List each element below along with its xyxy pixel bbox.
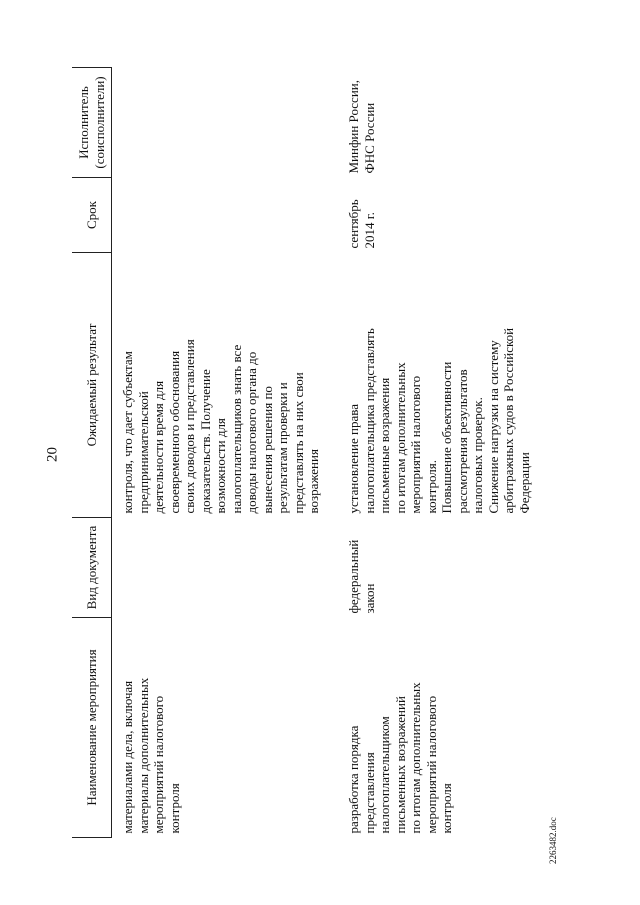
cell-executor	[112, 68, 335, 178]
cell-text: материалами дела, включая материалы дополнительных мероприятий налогового контроля	[120, 677, 182, 834]
table-row	[112, 68, 335, 838]
cell-executor	[334, 68, 536, 178]
cell-expected-result	[112, 253, 335, 518]
cell-text: разработка порядка представления налогоплательщиком письменных возражений по итогам дополнительных мероприятий налогового контроля	[346, 682, 454, 834]
cell-text: Минфин России, ФНС России	[346, 80, 377, 174]
header-document-type: Вид документа	[72, 518, 112, 618]
cell-measure-name	[112, 618, 335, 838]
table-header-row	[72, 68, 112, 838]
cell-document-type	[112, 518, 335, 618]
header-executor: Исполнитель (соисполнители)	[72, 68, 112, 178]
cell-deadline	[112, 178, 335, 253]
document-file-reference: 2263482.doc	[548, 817, 558, 864]
cell-expected-result	[334, 253, 536, 518]
measures-table-frame	[72, 68, 537, 838]
header-expected-result: Ожидаемый результат	[72, 253, 112, 518]
cell-document-type	[334, 518, 536, 618]
cell-text: федеральный закон	[346, 539, 377, 614]
cell-text: контроля, что дает субъектам предпринимательской деятельности время для своевременного обоснования своих доводов и представления доказательств. Получение возможности для налогоплательщиков знать все доводы налогового органа до вынесения решения по результатам проверки и представлять на них свои возражения	[120, 339, 321, 514]
header-deadline: Срок	[72, 178, 112, 253]
cell-deadline	[334, 178, 536, 253]
page-number: 20	[44, 447, 61, 462]
cell-text: установление права налогоплательщика представлять письменные возражения по итогам дополнительных мероприятий налогового контроля. Повышение объективности рассмотрения результатов налоговых проверок. Снижение нагрузки на систему арбитражных судов в Российской Федерации	[346, 327, 532, 514]
measures-table	[72, 67, 536, 838]
cell-text: сентябрь 2014 г.	[346, 199, 377, 249]
table-row	[334, 68, 536, 838]
cell-measure-name	[334, 618, 536, 838]
header-measure-name: Наименование мероприятия	[72, 618, 112, 838]
